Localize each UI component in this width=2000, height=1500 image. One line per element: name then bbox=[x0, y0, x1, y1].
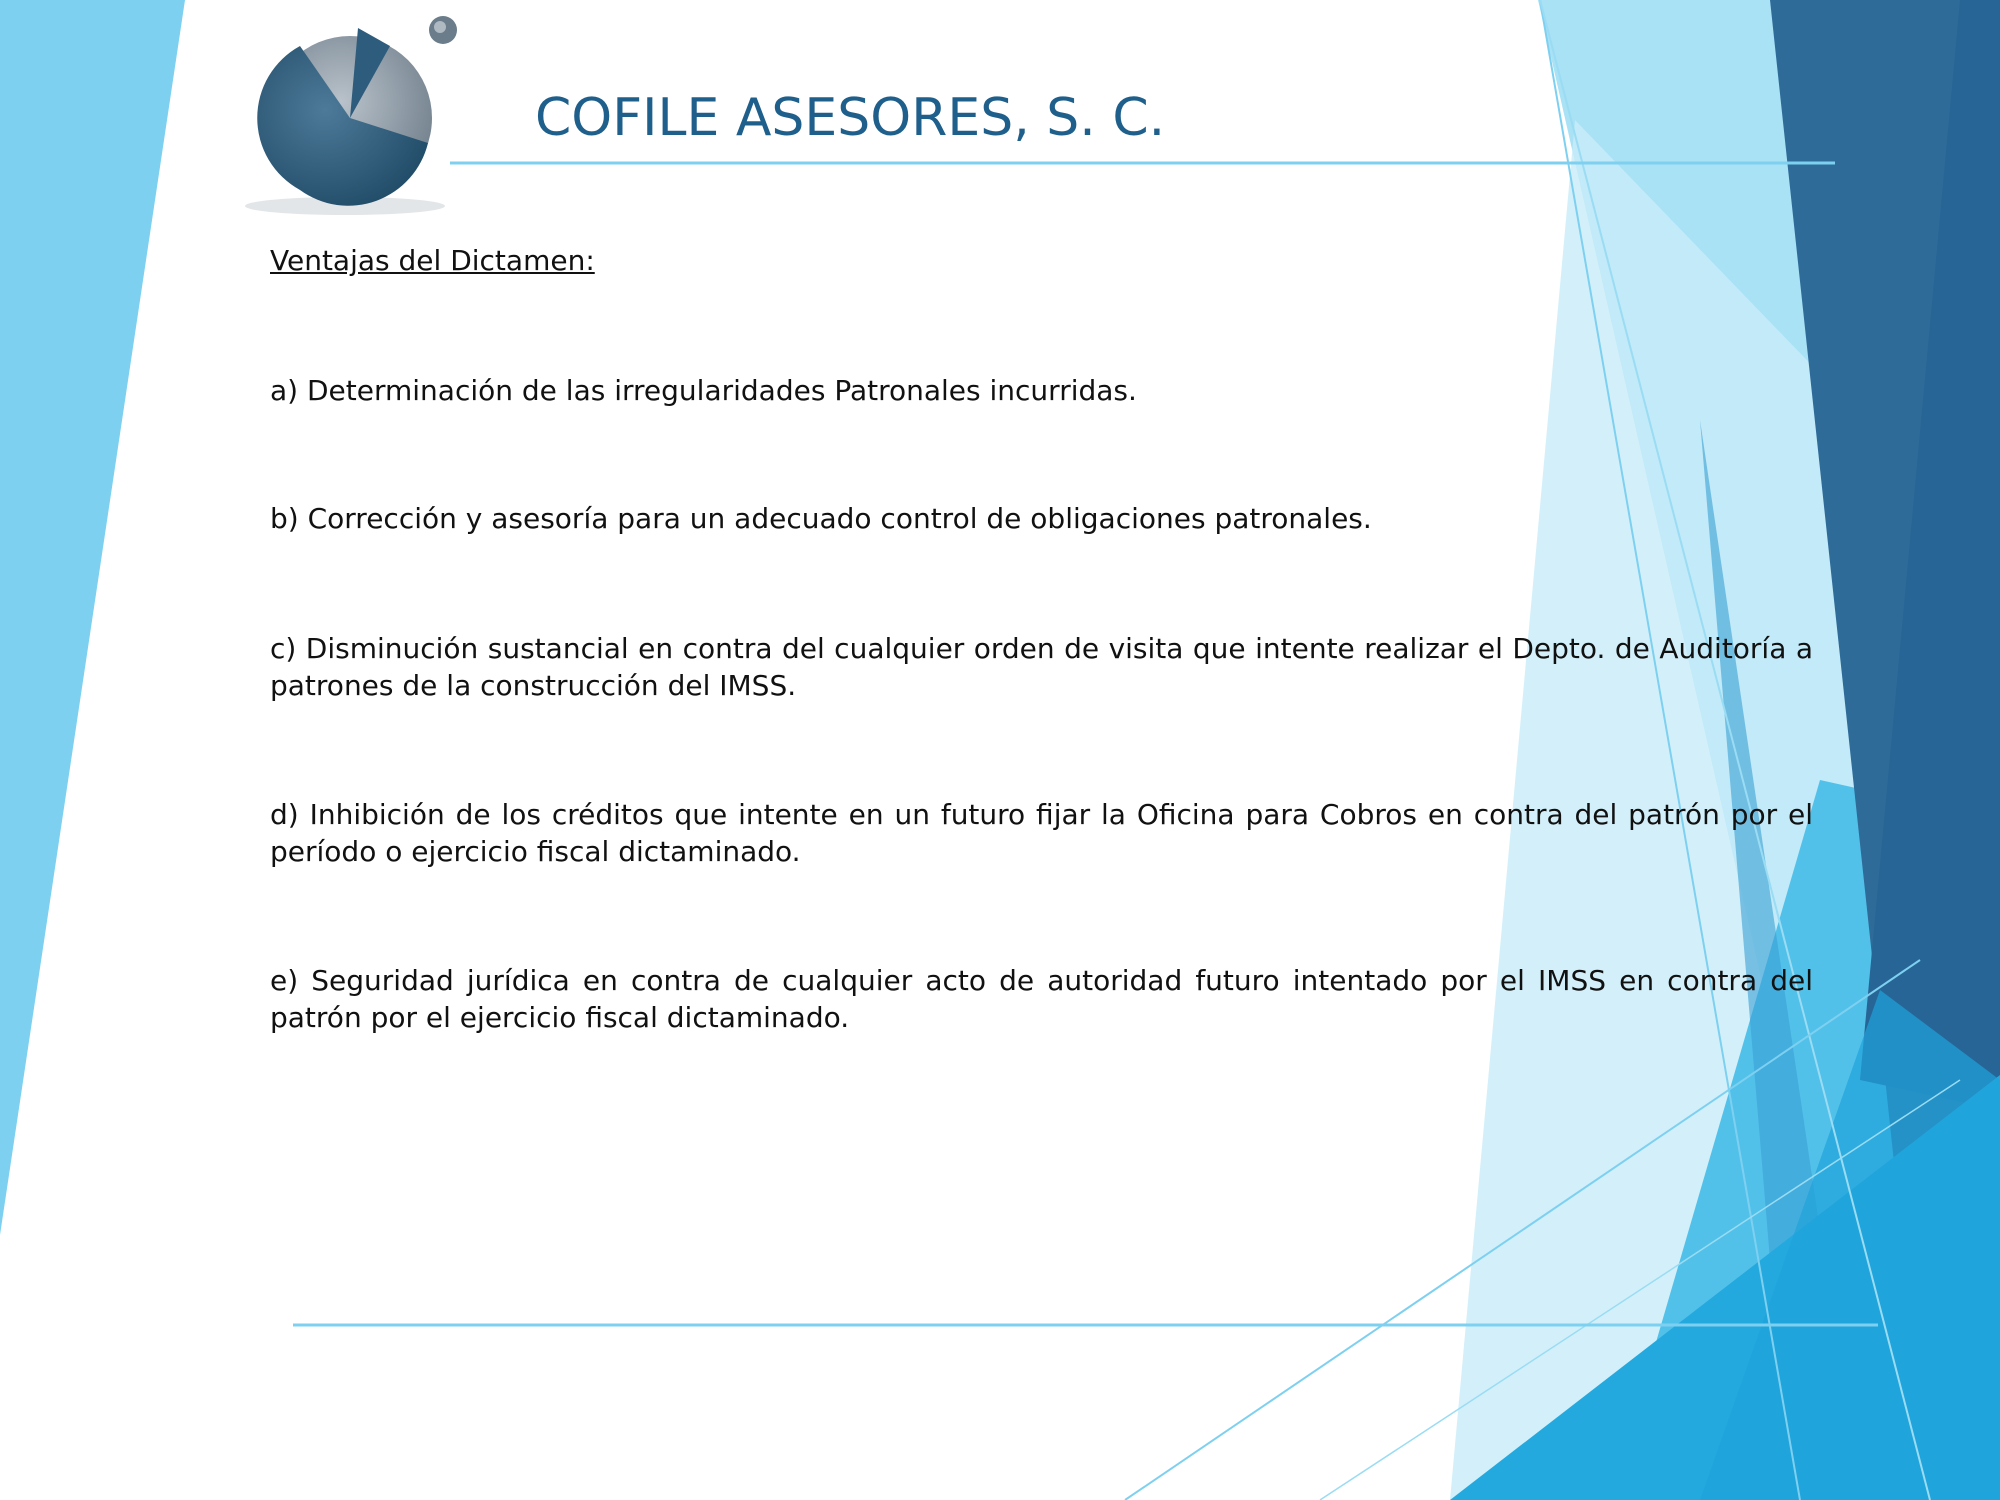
company-title: COFILE ASESORES, S. C. bbox=[535, 88, 1166, 148]
left-accent-shape bbox=[0, 0, 185, 1235]
list-item: a) Determinación de las irregularidades Patronales incurridas. bbox=[270, 374, 1137, 407]
list-item: e) Seguridad jurídica en contra de cualquier acto de autoridad futuro intentado por el IMSS en contra del patrón por el ejercicio fiscal dictaminado. bbox=[270, 964, 1813, 1034]
list-item: d) Inhibición de los créditos que intente en un futuro fijar la Oficina para Cobros en contra del patrón por el período o ejercicio fiscal dictaminado. bbox=[270, 798, 1813, 868]
content-body bbox=[270, 242, 1813, 1034]
list-item: c) Disminución sustancial en contra del cualquier orden de visita que intente realizar el Depto. de Auditoría a patrones de la construcción del IMSS. bbox=[270, 632, 1813, 702]
section-heading: Ventajas del Dictamen: bbox=[270, 244, 595, 277]
list-item: b) Corrección y asesoría para un adecuado control de obligaciones patronales. bbox=[270, 502, 1372, 535]
pie-chart-logo-icon bbox=[240, 8, 470, 218]
